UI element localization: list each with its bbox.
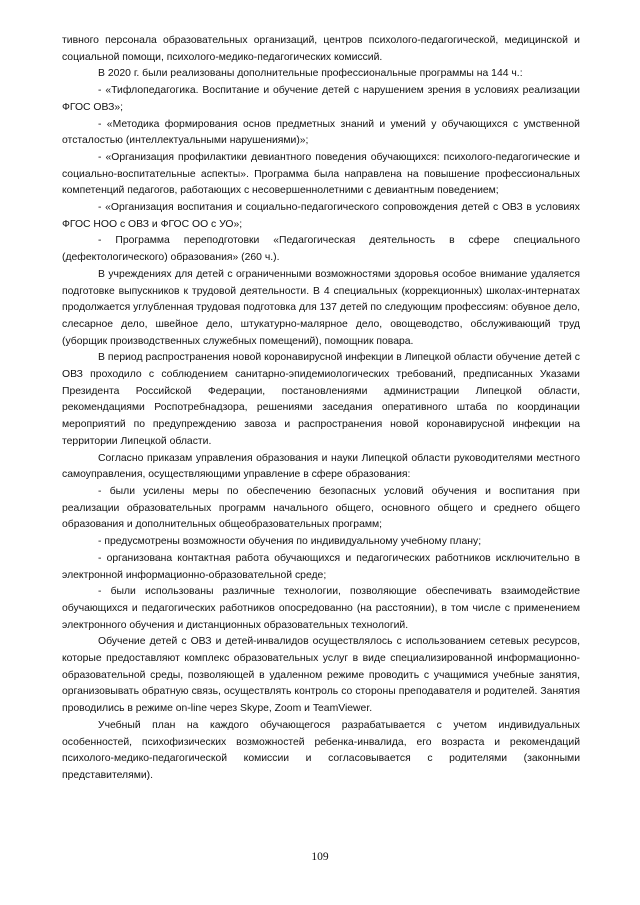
paragraph-2: В 2020 г. были реализованы дополнительные профессиональные программы на 144 ч.: xyxy=(98,68,523,80)
paragraph-16: Учебный план на каждого обучающегося разрабатывается с учетом индивидуальных особенностей, психофизических возможностей ребенка-инвалида, его возраста и рекомендаций психолого-медико-педагогической комиссии и согласовывается с родителями (законными представителями). xyxy=(62,719,580,781)
paragraph-3: - «Тифлопедагогика. Воспитание и обучение детей с нарушением зрения в условиях реализации ФГОС ОВЗ»; xyxy=(62,85,580,113)
paragraph-6: - «Организация воспитания и социально-педагогического сопровождения детей с ОВЗ в условиях ФГОС НОО с ОВЗ и ФГОС ОО с УО»; xyxy=(62,202,580,230)
paragraph-12: - предусмотрены возможности обучения по индивидуальному учебному плану; xyxy=(98,536,482,548)
paragraph-14: - были использованы различные технологии, позволяющие обеспечивать взаимодействие обучающихся и педагогических работников опосредованно (на расстоянии), в том числе с применением электронного обучения и дистанционных образовательных технологий. xyxy=(62,586,580,631)
page-body xyxy=(62,33,580,785)
paragraph-7: - Программа переподготовки «Педагогическая деятельность в сфере специального (дефектологического) образования» (260 ч.). xyxy=(62,235,580,264)
page-number: 109 xyxy=(311,851,329,863)
paragraph-4: - «Методика формирования основ предметных знаний и умений у обучающихся с умственной отсталостью (интеллектуальными нарушениями)»; xyxy=(62,118,580,147)
paragraph-5: - «Организация профилактики девиантного поведения обучающихся: психолого-педагогические и социально-воспитательные аспекты». Программа была направлена на повышение профессиональных компетенций педагогов, работающих с несовершеннолетними с девиантным поведением; xyxy=(62,151,580,197)
paragraph-8: В учреждениях для детей с ограниченными возможностями здоровья особое внимание удаляется подготовке выпускников к трудовой деятельности. В 4 специальных (коррекционных) школах-интернатах продолжается углубленная трудовая подготовка для 137 детей по следующим профессиям: обувное дело, слесарное дело, швейное дело, штукатурно-малярное дело, овощеводство, обслуживающий труд (уборщик производственных служебных помещений), помощник повара. xyxy=(62,268,580,347)
paragraph-1: тивного персонала образовательных организаций, центров психолого-педагогической, медицинской и социальной помощи, психолого-медико-педагогических комиссий. xyxy=(62,35,580,63)
paragraph-9: В период распространения новой коронавирусной инфекции в Липецкой области обучение детей с ОВЗ проходило с соблюдением санитарно-эпидемиологических требований, предписанных Указами Президента Российской Федерации, постановлениями администрации Липецкой области, рекомендациями Роспотребнадзора, решениями заседания оперативного штаба по координации мероприятий по предупреждению завоза и распространения новой коронавирусной инфекции на территории Липецкой области. xyxy=(62,352,580,447)
paragraph-13: - организована контактная работа обучающихся и педагогических работников исключительно в электронной информационно-образовательной среде; xyxy=(62,552,580,581)
paragraph-11: - были усилены меры по обеспечению безопасных условий обучения и воспитания при реализации образовательных программ начального общего, основного общего и среднего общего образования и дополнительных общеобразовательных программ; xyxy=(62,485,580,531)
paragraph-15: Обучение детей с ОВЗ и детей-инвалидов осуществлялось с использованием сетевых ресурсов, которые предоставляют комплекс образовательных услуг в виде специализированной информационно-образовательной среды, позволяющей в удаленном режиме проводить с учащимися учебные занятия, организовывать обратную связь, осуществлять контроль со стороны преподавателя и родителей. Занятия проводились в режиме on-line через Skype, Zoom и TeamViewer. xyxy=(62,636,580,715)
paragraph-10: Согласно приказам управления образования и науки Липецкой области руководителями местного самоуправления, осуществляющими управление в сфере образования: xyxy=(62,452,580,481)
